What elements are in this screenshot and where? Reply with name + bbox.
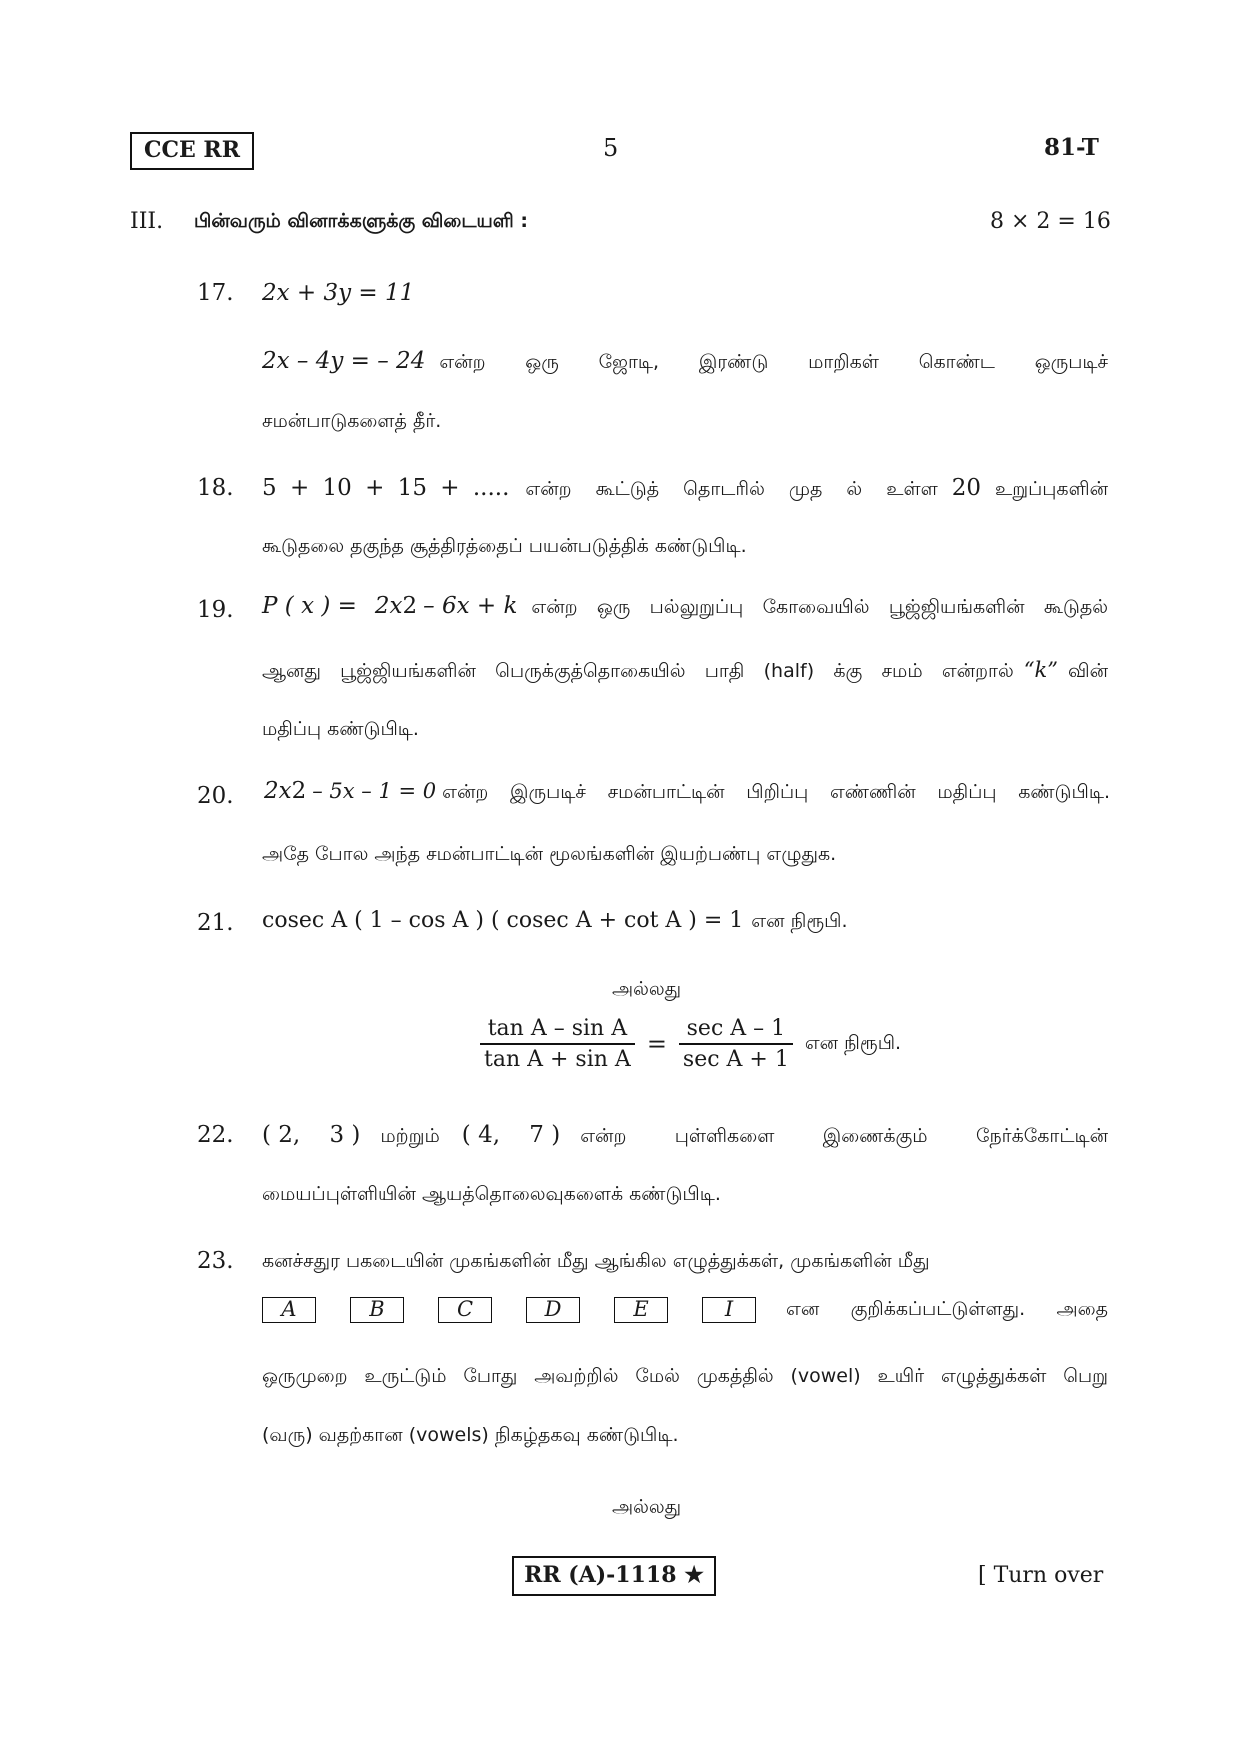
q23-text-2: என குறிக்கப்பட்டுள்ளது. அதை (786, 1297, 1108, 1320)
q23-text-3: ஒருமுறை உருட்டும் போது அவற்றில் மேல் முகத்தில் (vowel) உயிர் எழுத்துக்கள் பெறு (262, 1365, 1108, 1387)
q18-line-1 (262, 475, 1108, 503)
page-number: 5 (603, 134, 619, 162)
q19-exponent: 2 (402, 593, 418, 619)
q22-point-2: ( 4, 7 ) (461, 1122, 561, 1148)
q19-variable-k: “k” (1023, 658, 1058, 682)
q19-text-3: மதிப்பு கண்டுபிடி. (262, 718, 419, 740)
q21-fraction-2-denominator: sec A + 1 (682, 1047, 789, 1072)
die-face-b: B (350, 1297, 404, 1323)
die-face-e: E (614, 1297, 668, 1323)
section-title: பின்வரும் வினாக்களுக்கு விடையளி : (194, 210, 529, 232)
q19-line-1 (262, 593, 1108, 621)
q18-series: 5 + 10 + 15 + ..... (262, 475, 510, 501)
section-number: III. (130, 209, 164, 234)
q21-fraction-1 (480, 1016, 635, 1072)
q21-equals: = (646, 1030, 667, 1058)
question-number-19: 19. (197, 597, 234, 623)
q21-text-1: என நிரூபி. (751, 910, 848, 932)
die-face-c: C (438, 1297, 492, 1323)
q21-line-1 (262, 908, 848, 935)
q17-text-2: சமன்பாடுகளைத் தீர். (262, 410, 442, 432)
q20-text-1: என்ற இருபடிச் சமன்பாட்டின் பிறிப்பு எண்ணின் மதிப்பு கண்டுபிடி. (442, 781, 1110, 803)
question-number-20: 20. (197, 783, 234, 809)
q21-identity: cosec A ( 1 – cos A ) ( cosec A + cot A ) = 1 (262, 908, 744, 933)
q23-line-2 (262, 1297, 1108, 1323)
q17-equation-2: 2x – 4y = – 24 (262, 348, 426, 374)
q19-text-2b: வின் (1067, 660, 1108, 682)
q23-text-4: (வரு) வதற்கான (vowels) நிகழ்தகவு கண்டுபிடி. (262, 1424, 679, 1446)
section-marks: 8 × 2 = 16 (990, 209, 1111, 234)
q19-text-2a: ஆனது பூஜ்ஜியங்களின் பெருக்குத்தொகையில் பாதி (half) க்கு சமம் என்றால் (262, 660, 1014, 682)
q18-text-1b: உறுப்புகளின் (995, 478, 1108, 500)
q19-lhs: P ( x ) = (262, 593, 357, 619)
q22-point-1: ( 2, 3 ) (262, 1122, 361, 1148)
q21-fraction-2 (679, 1016, 793, 1072)
q17-line-2 (262, 348, 1108, 376)
turn-over-label: [ Turn over (978, 1563, 1104, 1588)
q20-expr-a: 2x (264, 778, 292, 804)
q21-alternative (480, 1016, 901, 1072)
q18-text-1a: என்ற கூட்டுத் தொடரில் முத ல் உள்ள (525, 478, 938, 500)
q22-conjunction: மற்றும் (380, 1125, 440, 1147)
q22-line-1 (262, 1122, 1108, 1150)
q23-text-1: கனச்சதுர பகடையின் முகங்களின் மீது ஆங்கில எழுத்துக்கள், முகங்களின் மீது (262, 1250, 930, 1272)
q22-text-1: என்ற புள்ளிகளை இணைக்கும் நேர்க்கோட்டின் (580, 1125, 1108, 1147)
question-number-22: 22. (197, 1122, 234, 1148)
question-number-17: 17. (197, 280, 234, 306)
question-number-23: 23. (197, 1248, 234, 1274)
die-face-i: I (702, 1297, 756, 1323)
die-face-d: D (526, 1297, 580, 1323)
exam-code-box: CCE RR (130, 132, 254, 170)
paper-code: 81-T (1044, 134, 1099, 161)
or-bottom: அல்லது (612, 1496, 682, 1518)
q21-fraction-1-numerator: tan A – sin A (480, 1016, 635, 1045)
q21-fraction-2-numerator: sec A – 1 (679, 1016, 793, 1045)
question-number-21: 21. (197, 910, 234, 936)
q20-expr-b: – 5x – 1 = 0 (312, 779, 437, 803)
q19-line-2 (262, 658, 1108, 685)
q20-line-1 (264, 778, 1110, 806)
q17-text-1: என்ற ஒரு ஜோடி, இரண்டு மாறிகள் கொண்ட ஒருபடிச் (439, 351, 1108, 373)
q21-text-2: என நிரூபி. (804, 1031, 902, 1054)
q19-text-1: என்ற ஒரு பல்லுறுப்பு கோவையில் பூஜ்ஜியங்களின் கூடுதல் (531, 596, 1108, 618)
question-number-18: 18. (197, 475, 234, 501)
footer-code-box: RR (A)-1118 ★ (512, 1556, 716, 1596)
q19-expr-b: – 6x + k (423, 593, 518, 619)
q20-exponent: 2 (291, 778, 307, 804)
q20-text-2: அதே போல அந்த சமன்பாட்டின் மூலங்களின் இயற்பண்பு எழுதுக. (262, 843, 837, 865)
q21-or: அல்லது (612, 978, 682, 1000)
q17-equation-1: 2x + 3y = 11 (262, 280, 415, 306)
q18-text-2: கூடுதலை தகுந்த சூத்திரத்தைப் பயன்படுத்திக் கண்டுபிடி. (262, 535, 747, 557)
q19-expr-a: 2x (374, 593, 403, 619)
q21-fraction-1-denominator: tan A + sin A (484, 1047, 631, 1072)
q18-count: 20 (951, 475, 982, 501)
die-face-a: A (262, 1297, 316, 1323)
q22-text-2: மையப்புள்ளியின் ஆயத்தொலைவுகளைக் கண்டுபிடி. (262, 1183, 721, 1205)
